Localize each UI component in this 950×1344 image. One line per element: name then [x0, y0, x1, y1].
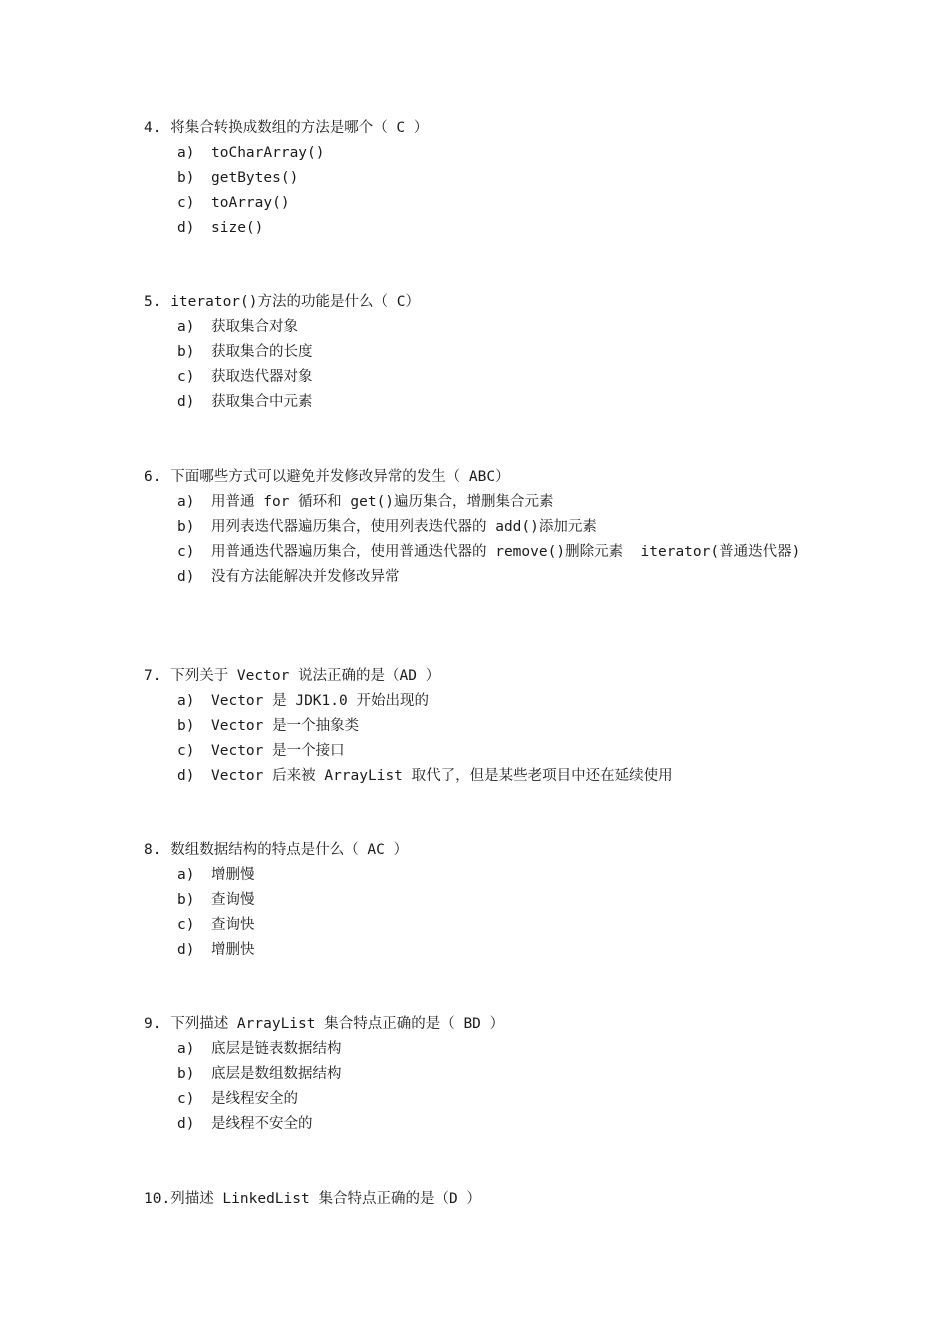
option-b — [177, 888, 824, 913]
option-c — [177, 1087, 824, 1112]
option-letter: a) — [177, 693, 195, 709]
option-c — [177, 540, 824, 565]
option-letter: d) — [177, 1116, 195, 1132]
option-list — [144, 141, 824, 241]
option-text: toCharArray() — [211, 145, 325, 161]
option-letter: d) — [177, 569, 195, 585]
question-title: 9. 下列描述 ArrayList 集合特点正确的是（ BD ） — [144, 1016, 505, 1032]
option-text: 是线程不安全的 — [211, 1116, 313, 1132]
option-text: size() — [211, 220, 264, 236]
option-letter: b) — [177, 718, 195, 734]
option-a — [177, 689, 824, 714]
option-letter: c) — [177, 1091, 195, 1107]
option-letter: b) — [177, 519, 195, 535]
option-list — [144, 490, 824, 590]
option-text: 增删慢 — [211, 867, 255, 883]
option-letter: b) — [177, 344, 195, 360]
option-d — [177, 1112, 824, 1137]
option-text: 用普通迭代器遍历集合，使用普通迭代器的 remove()删除元素 iterator(普通迭代器) — [211, 544, 801, 560]
option-letter: a) — [177, 494, 195, 510]
option-letter: d) — [177, 768, 195, 784]
option-text: 是线程安全的 — [211, 1091, 298, 1107]
option-a — [177, 141, 824, 166]
option-list — [144, 863, 824, 963]
option-list — [144, 315, 824, 415]
option-list — [144, 689, 824, 789]
question-8 — [144, 838, 824, 963]
option-d — [177, 938, 824, 963]
option-d — [177, 764, 824, 789]
option-text: 底层是链表数据结构 — [211, 1041, 342, 1057]
option-letter: d) — [177, 942, 195, 958]
option-letter: c) — [177, 369, 195, 385]
option-letter: a) — [177, 1041, 195, 1057]
option-letter: b) — [177, 1066, 195, 1082]
option-text: Vector 后来被 ArrayList 取代了，但是某些老项目中还在延续使用 — [211, 768, 673, 784]
option-b — [177, 340, 824, 365]
option-letter: c) — [177, 195, 195, 211]
question-title: 10.列描述 LinkedList 集合特点正确的是（D ） — [144, 1191, 481, 1207]
option-text: getBytes() — [211, 170, 299, 186]
question-5 — [144, 290, 824, 415]
question-title: 7. 下列关于 Vector 说法正确的是（AD ） — [144, 668, 441, 684]
option-text: 查询快 — [211, 917, 255, 933]
option-d — [177, 565, 824, 590]
question-title: 6. 下面哪些方式可以避免并发修改异常的发生（ ABC） — [144, 469, 510, 485]
option-text: 查询慢 — [211, 892, 255, 908]
question-7 — [144, 664, 824, 789]
option-text: Vector 是 JDK1.0 开始出现的 — [211, 693, 429, 709]
option-text: 获取集合中元素 — [211, 394, 313, 410]
option-text: 获取迭代器对象 — [211, 369, 313, 385]
option-letter: d) — [177, 220, 195, 236]
option-b — [177, 1062, 824, 1087]
question-title: 5. iterator()方法的功能是什么（ C） — [144, 294, 420, 310]
option-text: 底层是数组数据结构 — [211, 1066, 342, 1082]
option-letter: a) — [177, 145, 195, 161]
option-letter: c) — [177, 917, 195, 933]
option-a — [177, 863, 824, 888]
option-text: Vector 是一个抽象类 — [211, 718, 360, 734]
option-a — [177, 1037, 824, 1062]
option-text: 用列表迭代器遍历集合，使用列表迭代器的 add()添加元素 — [211, 519, 597, 535]
option-text: 没有方法能解决并发修改异常 — [211, 569, 400, 585]
option-letter: d) — [177, 394, 195, 410]
option-d — [177, 390, 824, 415]
question-10 — [144, 1187, 824, 1212]
option-letter: a) — [177, 867, 195, 883]
option-c — [177, 913, 824, 938]
option-letter: c) — [177, 544, 195, 560]
option-a — [177, 315, 824, 340]
option-letter: b) — [177, 170, 195, 186]
option-list — [144, 1037, 824, 1137]
question-9 — [144, 1012, 824, 1137]
option-text: 获取集合对象 — [211, 319, 298, 335]
question-6 — [144, 465, 824, 590]
option-c — [177, 739, 824, 764]
option-b — [177, 714, 824, 739]
option-text: 用普通 for 循环和 get()遍历集合，增删集合元素 — [211, 494, 554, 510]
option-b — [177, 166, 824, 191]
option-letter: b) — [177, 892, 195, 908]
option-letter: c) — [177, 743, 195, 759]
question-title: 8. 数组数据结构的特点是什么（ AC ） — [144, 842, 409, 858]
option-text: Vector 是一个接口 — [211, 743, 345, 759]
option-c — [177, 365, 824, 390]
option-d — [177, 216, 824, 241]
option-a — [177, 490, 824, 515]
option-text: toArray() — [211, 195, 290, 211]
question-4 — [144, 116, 824, 241]
option-c — [177, 191, 824, 216]
question-title: 4. 将集合转换成数组的方法是哪个（ C ） — [144, 120, 429, 136]
option-text: 增删快 — [211, 942, 255, 958]
option-text: 获取集合的长度 — [211, 344, 313, 360]
option-letter: a) — [177, 319, 195, 335]
option-b — [177, 515, 824, 540]
